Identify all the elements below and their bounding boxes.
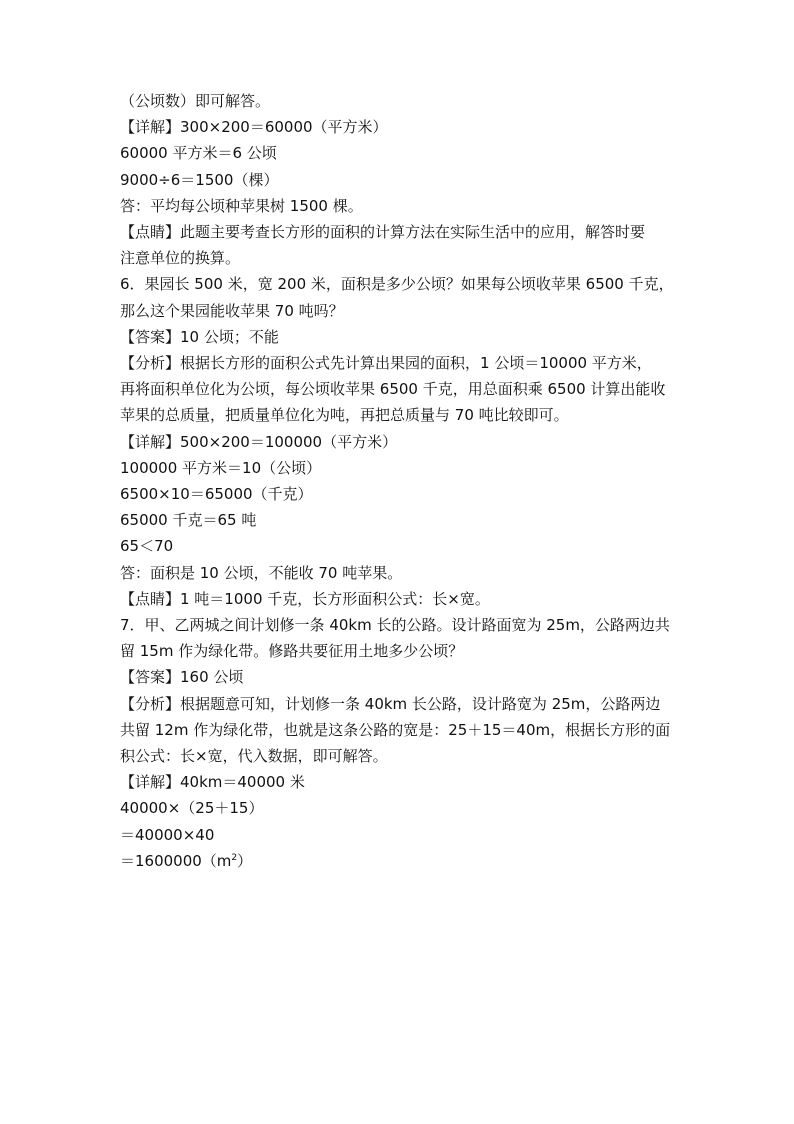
text-line: （公顷数）即可解答。: [120, 92, 271, 110]
answer-line: 【答案】10 公顷；不能: [120, 327, 279, 346]
equation-text: ＝1600000（m: [120, 851, 232, 870]
text-line: 60000 平方米＝6 公顷: [120, 144, 277, 163]
text-line: [120, 848, 680, 874]
text-line: 苹果的总质量，把质量单位化为吨，再把总质量与 70 吨比较即可。: [120, 406, 569, 425]
text-line: 那么这个果园能收苹果 70 吨吗？: [120, 301, 344, 320]
question-6: 6．果园长 500 米，宽 200 米，面积是多少公顷？如果每公顷收苹果 6500 千克，: [120, 275, 674, 294]
question-7: 7．甲、乙两城之间计划修一条 40km 长的公路。设计路面宽为 25m，公路两边共: [120, 616, 670, 635]
analysis-line: 【分析】根据题意可知，计划修一条 40km 长公路，设计路宽为 25m，公路两边: [120, 694, 661, 713]
answer-line: 【答案】160 公顷: [120, 668, 244, 687]
text-line: 【点睛】此题主要考查长方形的面积的计算方法在实际生活中的应用，解答时要: [120, 223, 646, 242]
text-line: 9000÷6＝1500（棵）: [120, 170, 279, 189]
detail-line: 【详解】40km＝40000 米: [120, 773, 305, 792]
text-line: 答：平均每公顷种苹果树 1500 棵。: [120, 196, 363, 215]
text-line: 共留 12m 作为绿化带，也就是这条公路的宽是：25＋15＝40m，根据长方形的面: [120, 720, 671, 739]
text-line: ＝40000×40: [120, 825, 215, 844]
text-line: 65＜70: [120, 537, 174, 556]
analysis-line: 【分析】根据长方形的面积公式先计算出果园的面积，1 公顷＝10000 平方米，: [120, 354, 652, 373]
text-line: 40000×（25＋15）: [120, 799, 264, 818]
text-line: 再将面积单位化为公顷，每公顷收苹果 6500 千克，用总面积乘 6500 计算出能收: [120, 380, 666, 399]
text-line: 65000 千克＝65 吨: [120, 511, 257, 530]
closing-paren: ）: [237, 851, 253, 870]
text-line: 6500×10＝65000（千克）: [120, 485, 313, 504]
superscript: 2: [231, 852, 238, 863]
text-line: 注意单位的换算。: [120, 249, 241, 268]
comment-line: 【点睛】1 吨＝1000 千克，长方形面积公式：长×宽。: [120, 589, 490, 608]
text-line: 100000 平方米＝10（公顷）: [120, 458, 322, 477]
text-line: 留 15m 作为绿化带。修路共要征用土地多少公顷？: [120, 642, 464, 661]
text-line: 答：面积是 10 公顷，不能收 70 吨苹果。: [120, 563, 403, 582]
text-line: 积公式：长×宽，代入数据，即可解答。: [120, 747, 388, 766]
detail-line: 【详解】500×200＝100000（平方米）: [120, 432, 398, 451]
text-line: 【详解】300×200＝60000（平方米）: [120, 118, 388, 137]
document-page: [120, 88, 680, 874]
